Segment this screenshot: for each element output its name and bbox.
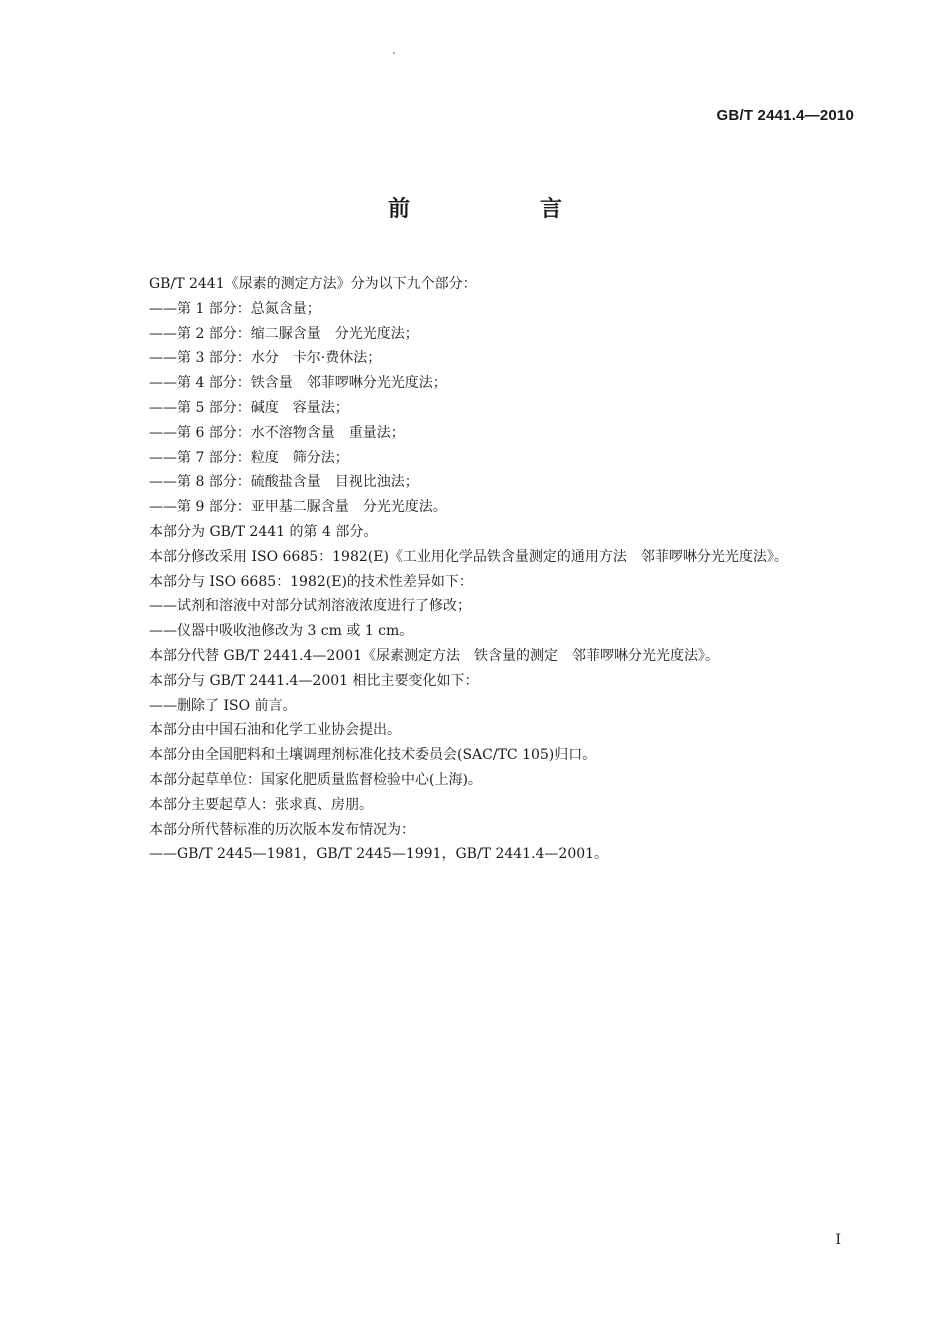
standard-code: GB/T 2441.4—2010: [716, 107, 854, 124]
foreword-line: 本部分主要起草人：张求真、房朋。: [149, 796, 373, 813]
foreword-line: 本部分所代替标准的历次版本发布情况为：: [149, 821, 415, 838]
foreword-line: ——第 4 部分：铁含量 邻菲啰啉分光光度法；: [149, 375, 447, 392]
foreword-line: 本部分起草单位：国家化肥质量监督检验中心(上海)。: [149, 771, 482, 788]
foreword-line: ——第 8 部分：硫酸盐含量 目视比浊法；: [149, 474, 419, 491]
foreword-line: ——第 9 部分：亚甲基二脲含量 分光光度法。: [149, 499, 447, 516]
foreword-line: ——GB/T 2445—1981，GB/T 2445—1991，GB/T 2441.4—2001。: [149, 846, 609, 863]
page-number: I: [835, 1232, 841, 1248]
foreword-line: ——试剂和溶液中对部分试剂溶液浓度进行了修改；: [149, 598, 471, 615]
foreword-line: 本部分代替 GB/T 2441.4—2001《尿素测定方法 铁含量的测定 邻菲啰啉分光光度法》。: [149, 647, 720, 664]
foreword-line: ——仪器中吸收池修改为 3 cm 或 1 cm。: [149, 623, 414, 640]
foreword-line: 本部分由中国石油和化学工业协会提出。: [149, 722, 401, 739]
foreword-line: ——第 1 部分：总氮含量；: [149, 300, 321, 317]
scan-artifact: [393, 52, 395, 54]
foreword-line: ——第 7 部分：粒度 筛分法；: [149, 449, 349, 466]
foreword-line: ——删除了 ISO 前言。: [149, 697, 297, 714]
page-title: 前 言: [387, 197, 616, 222]
foreword-line: 本部分与 ISO 6685：1982(E)的技术性差异如下：: [149, 573, 473, 590]
foreword-line: ——第 5 部分：碱度 容量法；: [149, 399, 349, 416]
foreword-line: ——第 6 部分：水不溶物含量 重量法；: [149, 424, 405, 441]
foreword-line: GB/T 2441《尿素的测定方法》分为以下九个部分：: [149, 276, 477, 292]
foreword-line: 本部分由全国肥料和土壤调理剂标准化技术委员会(SAC/TC 105)归口。: [149, 747, 597, 764]
foreword-line: 本部分修改采用 ISO 6685：1982(E)《工业用化学品铁含量测定的通用方法 邻菲啰啉分光光度法》。: [149, 548, 788, 565]
foreword-line: 本部分与 GB/T 2441.4—2001 相比主要变化如下：: [149, 672, 479, 689]
foreword-line: ——第 2 部分：缩二脲含量 分光光度法；: [149, 325, 419, 342]
foreword-body: [149, 272, 869, 867]
foreword-line: 本部分为 GB/T 2441 的第 4 部分。: [149, 523, 378, 540]
foreword-line: ——第 3 部分：水分 卡尔·费休法；: [149, 350, 382, 367]
